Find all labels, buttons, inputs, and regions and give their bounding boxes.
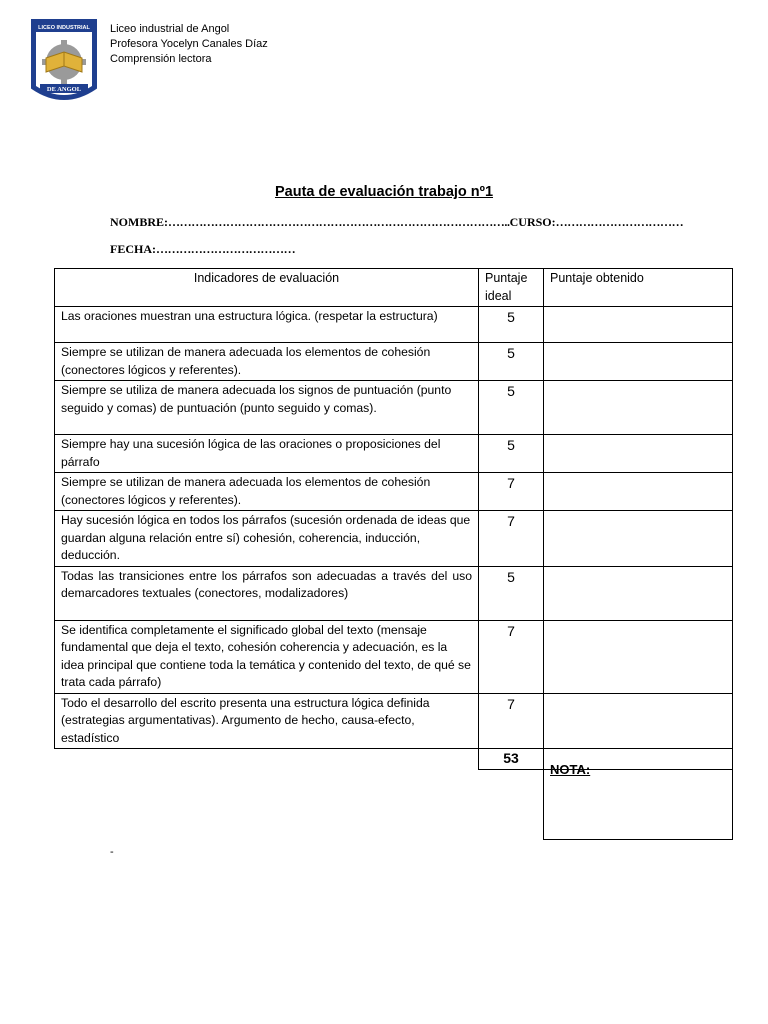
- nombre-curso-line: [110, 215, 683, 230]
- book-gear-emblem-icon: [30, 18, 98, 106]
- logo-top-text: LICEO INDUSTRIAL: [38, 25, 90, 31]
- header-ideal-score: Puntaje ideal: [479, 269, 544, 307]
- indicator-cell: Se identifica completamente el significado global del texto (mensaje fundamental que deja el texto, cohesión coherencia y adecuación, es la idea principal que contiene toda la temática y contenido del texto, de qué se trata cada párrafo): [55, 620, 479, 693]
- curso-blank: ……………………………: [555, 215, 684, 229]
- ideal-score-cell: 5: [479, 307, 544, 343]
- school-logo: [30, 18, 98, 106]
- fecha-label: FECHA:: [110, 242, 156, 256]
- obtained-score-cell[interactable]: [544, 511, 733, 567]
- obtained-score-cell[interactable]: [544, 343, 733, 381]
- curso-label: CURSO:: [509, 215, 556, 229]
- ideal-score-cell: 7: [479, 511, 544, 567]
- ideal-score-cell: 5: [479, 435, 544, 473]
- table-row: [55, 307, 733, 343]
- ideal-score-cell: 7: [479, 620, 544, 693]
- indicator-cell: Siempre se utilizan de manera adecuada los elementos de cohesión (conectores lógicos y referentes).: [55, 343, 479, 381]
- ideal-score-cell: 5: [479, 381, 544, 435]
- obtained-score-cell[interactable]: [544, 473, 733, 511]
- fecha-line: [110, 242, 295, 257]
- fecha-blank: ………………………………: [156, 242, 296, 256]
- indicator-cell: Hay sucesión lógica en todos los párrafos (sucesión ordenada de ideas que guardan alguna relación entre sí) cohesión, coherencia, inducción, deducción.: [55, 511, 479, 567]
- table-row: [55, 473, 733, 511]
- table-row: [55, 435, 733, 473]
- total-score: 53: [479, 749, 544, 770]
- header-obtained-score: Puntaje obtenido: [544, 269, 733, 307]
- footer-mark: -: [110, 846, 114, 858]
- table-row: [55, 693, 733, 749]
- table-row: [55, 566, 733, 620]
- obtained-score-cell[interactable]: [544, 307, 733, 343]
- ideal-score-cell: 5: [479, 566, 544, 620]
- table-row: [55, 381, 733, 435]
- subject-name: Comprensión lectora: [110, 53, 212, 65]
- obtained-score-cell[interactable]: [544, 566, 733, 620]
- nombre-label: NOMBRE:: [110, 215, 168, 229]
- indicator-cell: Siempre se utilizan de manera adecuada los elementos de cohesión (conectores lógicos y referentes).: [55, 473, 479, 511]
- indicator-cell: Todo el desarrollo del escrito presenta una estructura lógica definida (estrategias argumentativas). Argumento de hecho, causa-efecto, estadístico: [55, 693, 479, 749]
- indicator-cell: Todas las transiciones entre los párrafos son adecuadas a través del uso demarcadores textuales (conectores, modalizadores): [55, 566, 479, 620]
- indicator-cell: Siempre se utiliza de manera adecuada los signos de puntuación (punto seguido y comas) de puntuación (punto seguido y comas).: [55, 381, 479, 435]
- obtained-score-cell[interactable]: [544, 435, 733, 473]
- obtained-score-cell[interactable]: [544, 381, 733, 435]
- ideal-score-cell: 7: [479, 473, 544, 511]
- obtained-score-cell[interactable]: [544, 620, 733, 693]
- nota-label: NOTA:: [550, 762, 591, 777]
- page-title: Pauta de evaluación trabajo nº1: [274, 184, 494, 200]
- ideal-score-cell: 5: [479, 343, 544, 381]
- nota-box[interactable]: [543, 758, 733, 840]
- ideal-score-cell: 7: [479, 693, 544, 749]
- school-name: Liceo industrial de Angol: [110, 23, 230, 35]
- table-row: [55, 620, 733, 693]
- evaluation-table: [54, 268, 733, 770]
- total-spacer: [55, 749, 479, 770]
- logo-bottom-text: DE ANGOL: [46, 86, 82, 93]
- indicator-cell: Las oraciones muestran una estructura lógica. (respetar la estructura): [55, 307, 479, 343]
- table-row: [55, 343, 733, 381]
- indicator-cell: Siempre hay una sucesión lógica de las oraciones o proposiciones del párrafo: [55, 435, 479, 473]
- table-row: [55, 511, 733, 567]
- obtained-score-cell[interactable]: [544, 693, 733, 749]
- nombre-blank: ……………………………………………………………………………..: [168, 215, 510, 229]
- teacher-name: Profesora Yocelyn Canales Díaz: [110, 38, 268, 50]
- header-indicators: Indicadores de evaluación: [55, 269, 479, 307]
- header-info: [110, 22, 268, 67]
